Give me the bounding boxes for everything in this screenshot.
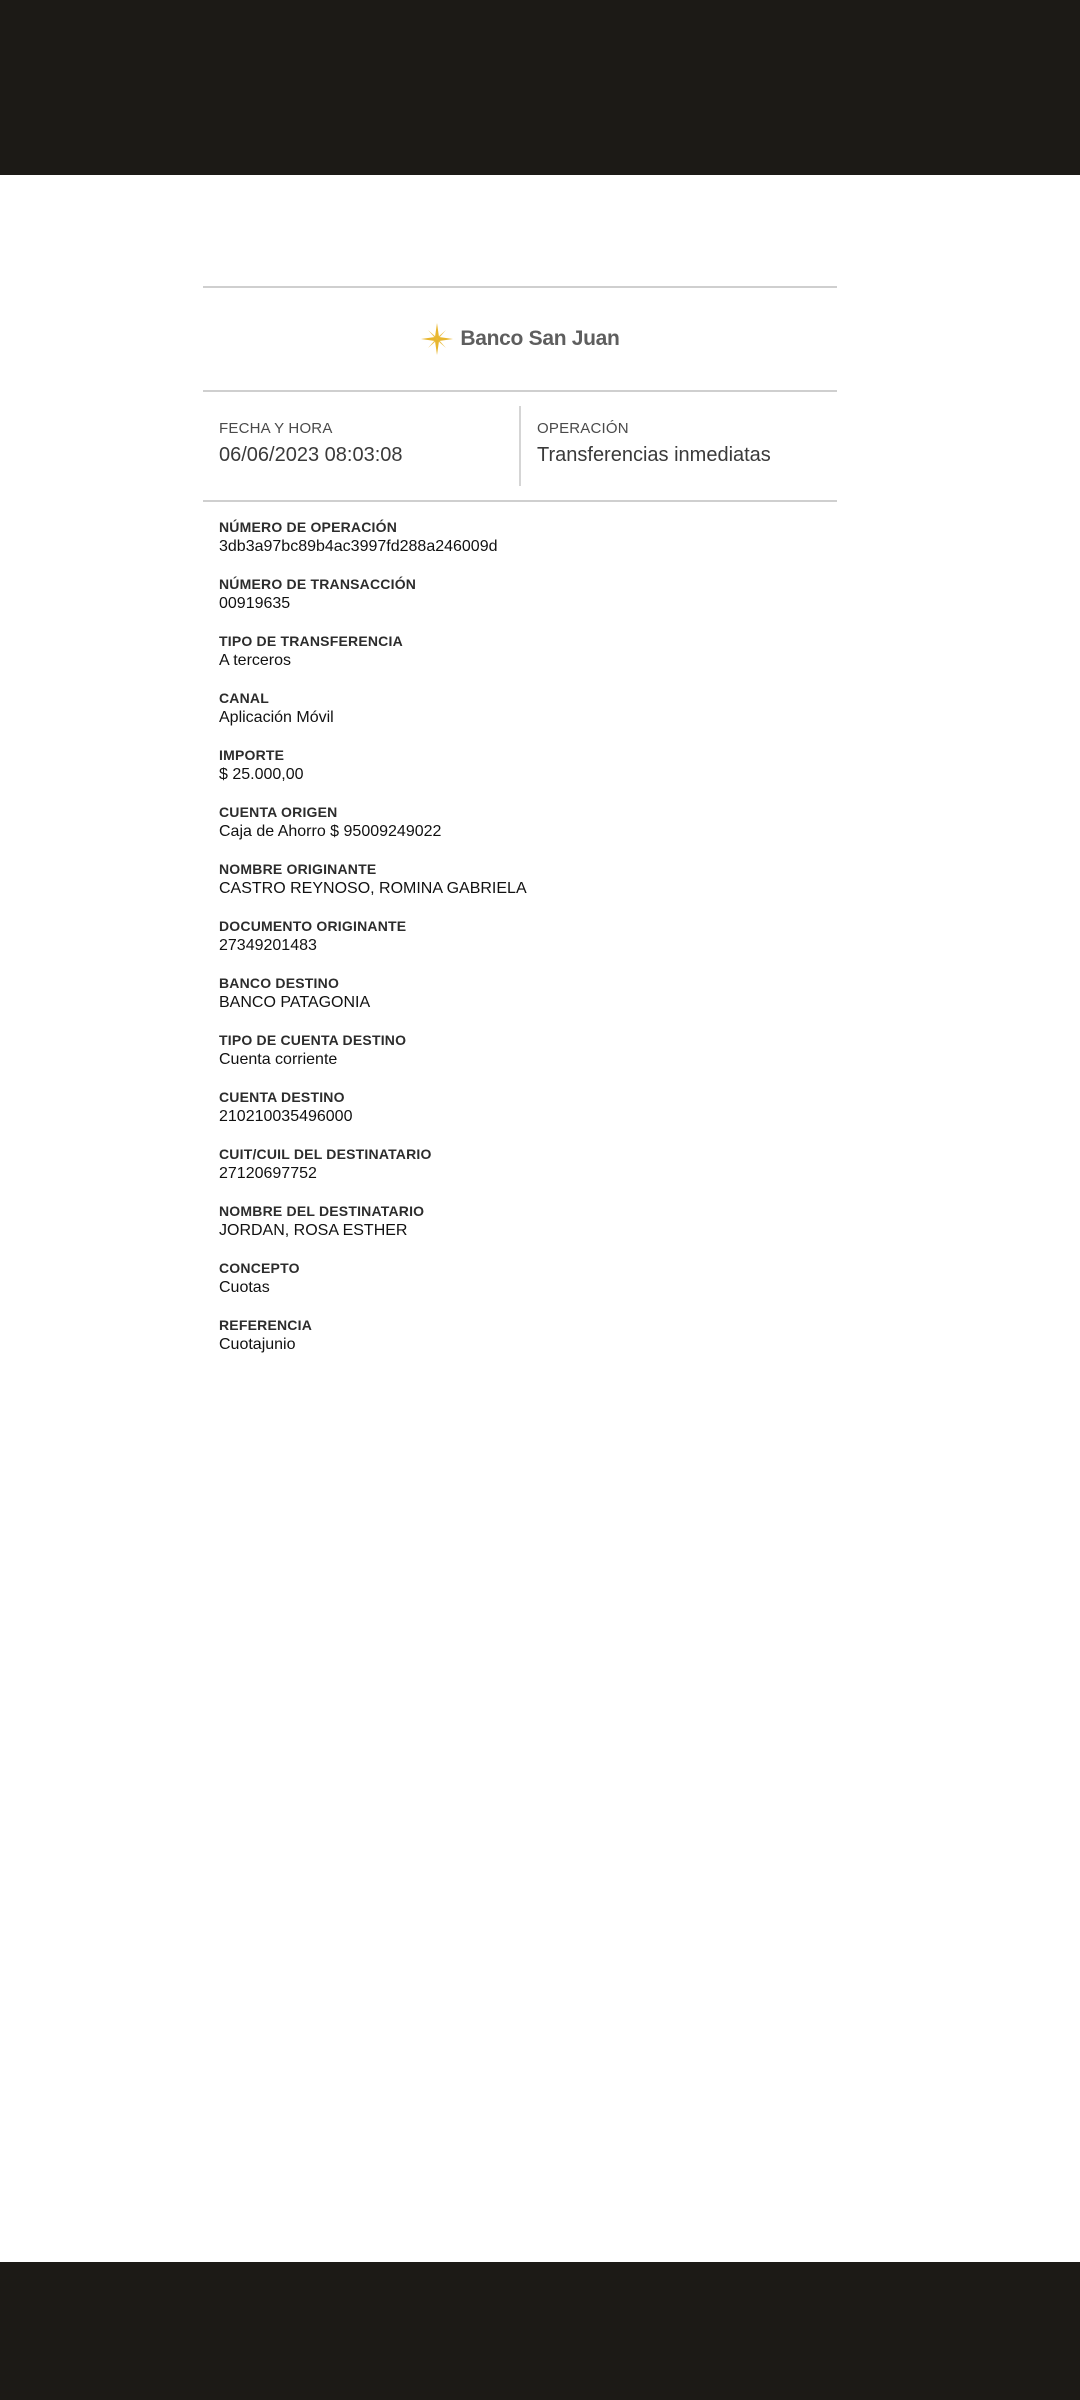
- field-value: A terceros: [219, 652, 292, 669]
- detail-fields: [203, 502, 837, 1356]
- field-label: NÚMERO DE OPERACIÓN: [219, 519, 398, 535]
- field-label: BANCO DESTINO: [219, 975, 340, 991]
- field-source-account: [219, 803, 821, 843]
- field-destination-bank: [219, 974, 821, 1014]
- field-label: DOCUMENTO ORIGINANTE: [219, 918, 407, 934]
- field-channel: [219, 689, 821, 729]
- field-label: REFERENCIA: [219, 1317, 313, 1333]
- bank-name: Banco San Juan: [460, 327, 620, 350]
- field-value: Cuotas: [219, 1279, 270, 1296]
- field-label: NOMBRE DEL DESTINATARIO: [219, 1203, 425, 1219]
- bottom-dark-bar: [0, 2262, 1080, 2400]
- field-value: $ 25.000,00: [219, 766, 304, 783]
- field-label: TIPO DE TRANSFERENCIA: [219, 633, 403, 649]
- field-value: 27349201483: [219, 937, 317, 954]
- star-logo-icon: [420, 322, 454, 356]
- field-value: 210210035496000: [219, 1108, 353, 1125]
- field-value: CASTRO REYNOSO, ROMINA GABRIELA: [219, 880, 527, 897]
- field-value: Caja de Ahorro $ 95009249022: [219, 823, 442, 840]
- date-time-cell: [203, 406, 521, 486]
- field-value: Cuotajunio: [219, 1336, 296, 1353]
- field-label: CANAL: [219, 690, 269, 706]
- field-originator-name: [219, 860, 821, 900]
- field-transaction-number: [219, 575, 821, 615]
- field-label: CUIT/CUIL DEL DESTINATARIO: [219, 1146, 432, 1162]
- operation-cell: [521, 406, 837, 486]
- field-concept: [219, 1259, 821, 1299]
- field-label: CUENTA ORIGEN: [219, 804, 338, 820]
- top-dark-bar: [0, 0, 1080, 175]
- operation-value: Transferencias inmediatas: [537, 444, 771, 466]
- field-label: TIPO DE CUENTA DESTINO: [219, 1032, 407, 1048]
- field-value: Cuenta corriente: [219, 1051, 338, 1068]
- field-label: CONCEPTO: [219, 1260, 300, 1276]
- field-label: NÚMERO DE TRANSACCIÓN: [219, 576, 417, 592]
- field-reference: [219, 1316, 821, 1356]
- field-recipient-name: [219, 1202, 821, 1242]
- operation-label: OPERACIÓN: [537, 420, 629, 437]
- bank-logo: [420, 322, 619, 356]
- field-value: BANCO PATAGONIA: [219, 994, 371, 1011]
- field-value: 27120697752: [219, 1165, 317, 1182]
- field-destination-account: [219, 1088, 821, 1128]
- logo-row: [203, 288, 837, 390]
- field-value: Aplicación Móvil: [219, 709, 334, 726]
- field-amount: [219, 746, 821, 786]
- field-label: CUENTA DESTINO: [219, 1089, 345, 1105]
- summary-header: [203, 392, 837, 500]
- field-value: 3db3a97bc89b4ac3997fd288a246009d: [219, 538, 498, 555]
- date-time-value: 06/06/2023 08:03:08: [219, 444, 403, 466]
- transfer-receipt: [203, 286, 837, 1373]
- field-operation-number: [219, 518, 821, 558]
- field-label: NOMBRE ORIGINANTE: [219, 861, 377, 877]
- field-label: IMPORTE: [219, 747, 285, 763]
- receipt-page: [0, 175, 1080, 2262]
- field-value: JORDAN, ROSA ESTHER: [219, 1222, 408, 1239]
- field-recipient-cuit: [219, 1145, 821, 1185]
- field-value: 00919635: [219, 595, 291, 612]
- field-destination-account-type: [219, 1031, 821, 1071]
- field-transfer-type: [219, 632, 821, 672]
- date-time-label: FECHA Y HORA: [219, 420, 333, 437]
- field-originator-document: [219, 917, 821, 957]
